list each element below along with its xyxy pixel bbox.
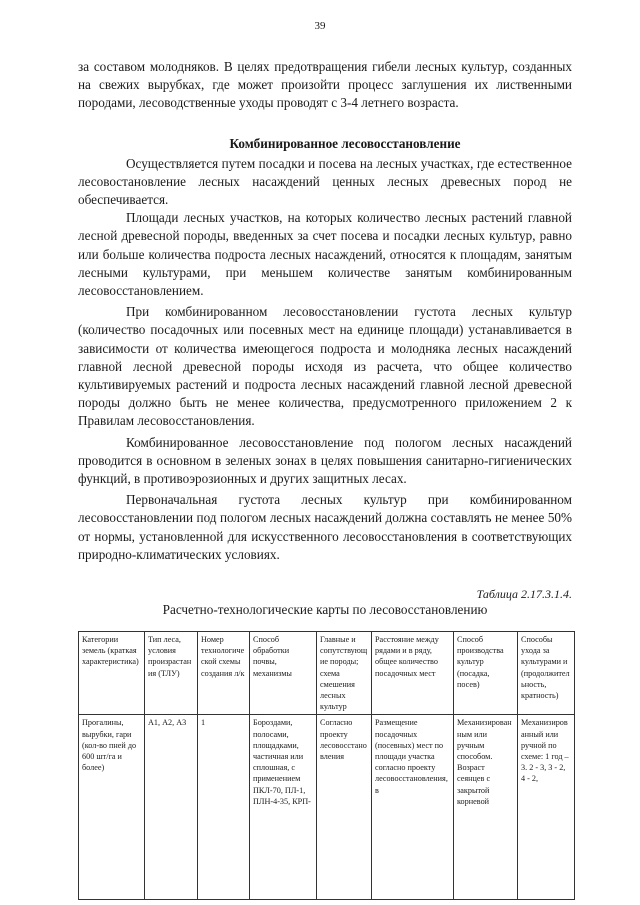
header-cell-forest-type: Тип леса, условия произрастания (ТЛУ): [145, 632, 198, 715]
paragraph-green-zones: Комбинированное лесовосстановление под пологом лесных насаждений проводится в основном в зеленых зонах в целях повышения санитарно-гигиенических функций, в противоэрозионных и других защитных лесах.: [78, 434, 572, 487]
table-cell: А1, А2, А3: [145, 715, 198, 900]
table-title: Расчетно-технологические карты по лесовосстановлению: [162, 602, 488, 617]
header-cell-care: Способы ухода за культурами и (продолжительность, кратность): [518, 632, 575, 715]
table-cell: Размещение посадочных (посевных) мест по площади участка согласно проекту лесовосстановления, в: [372, 715, 454, 900]
table-cell: Согласно проекту лесовосстановления: [317, 715, 372, 900]
paragraph-definition: Осуществляется путем посадки и посева на лесных участках, где естественное лесовостановление лесных насаждений ценных лесных древесных пород не обеспечивается.: [78, 155, 572, 208]
paragraph-density: При комбинированном лесовосстановлении густота лесных культур (количество посадочных или посевных мест на единице площади) устанавливается в зависимости от количества имеющегося подроста и молодняка лесных насаждений главной лесной древесной породы исходя из расчета, что общее количество культивируемых растений и подроста лесных насаждений главной лесной древесной породы должно быть не менее количества, предусмотренного приложением 2 к Правилам лесовосстановления.: [78, 304, 572, 429]
header-cell-land-category: Категории земель (краткая характеристика): [79, 632, 145, 715]
header-cell-method: Способ производства культур (посадка, посев): [454, 632, 518, 715]
header-cell-soil-treatment: Способ обработки почвы, механизмы: [250, 632, 317, 715]
header-cell-species: Главные и сопутствующие породы; схема смешения лесных культур: [317, 632, 372, 715]
header-cell-spacing: Расстояние между рядами и в ряду, общее количество посадочных мест: [372, 632, 454, 715]
table-cell: Прогалины, вырубки, гари (кол-во пней до 600 шт/га и более): [79, 715, 145, 900]
paragraph-areas: Площади лесных участков, на которых количество лесных растений главной лесной древесной породы, введенных за счет посева и посадки лесных культур, равно или больше количества подроста лесных насаждений, относятся к площадям, занятым лесными культурами, при меньшем количестве занятым комбинированным лесовосстановлением.: [78, 210, 572, 299]
table-cell: 1: [198, 715, 250, 900]
page-number: 39: [314, 20, 326, 32]
table-row: [79, 715, 575, 900]
table-header-row: [79, 632, 575, 715]
paragraph-continuation: за составом молодняков. В целях предотвращения гибели лесных культур, созданных на свежих вырубках, где может произойти процесс заглушения их лиственными породами, лесоводственные уходы проводят с 3-4 летнего возраста.: [78, 59, 572, 111]
paragraph-initial-density: Первоначальная густота лесных культур при комбинированном лесовосстановлении под пологом лесных насаждений должна составлять не менее 50% от нормы, установленной для искусственного лесовосстановления в соответствующих природно-климатических условиях.: [78, 492, 572, 562]
table-cell: Бороздами, полосами, площадками, частичная или сплошная, с применением ПКЛ-70, ПЛ-1, ПЛН-4-35, КРП-: [250, 715, 317, 900]
tech-map-table: [78, 631, 575, 900]
document-body: [78, 58, 572, 564]
section-heading: Комбинированное лесовосстановление: [229, 135, 461, 151]
header-cell-scheme-number: Номер технологической схемы создания л/к: [198, 632, 250, 715]
table-cell: Механизированный или ручной по схеме: 1 год – 3. 2 - 3, 3 - 2, 4 - 2,: [518, 715, 575, 900]
table-cell: Механизированным или ручным способом. Возраст сеянцев с закрытой корневой: [454, 715, 518, 900]
table-number: Таблица 2.17.3.1.4.: [476, 587, 572, 601]
